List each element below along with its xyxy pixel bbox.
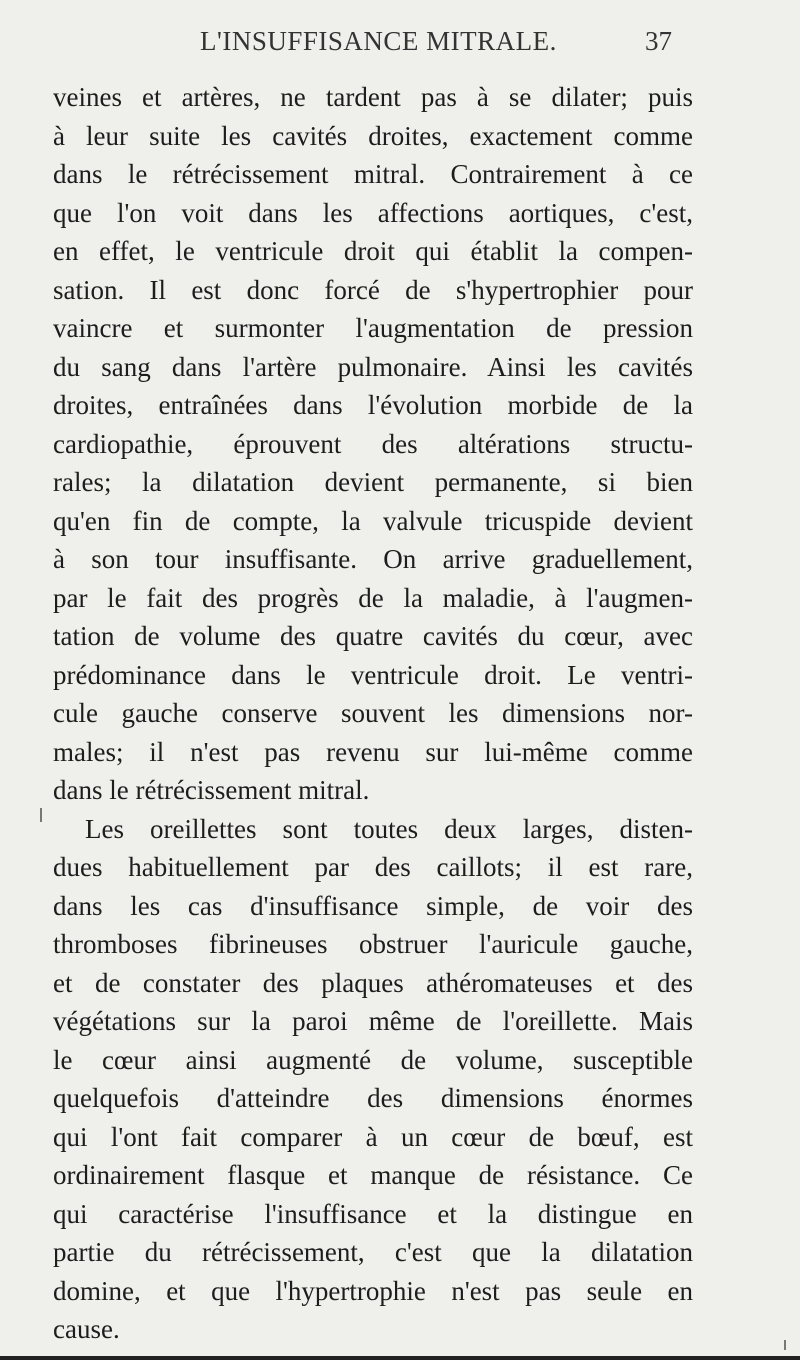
text-line: dues habituellement par des caillots; il est rare,: [53, 852, 693, 882]
text-line: ordinairement flasque et manque de résistance. Ce: [53, 1160, 693, 1190]
text-line: dans le rétrécissement mitral.: [53, 775, 370, 805]
text-line: à leur suite les cavités droites, exactement comme: [53, 120, 693, 151]
text-line: vaincre et surmonter l'augmentation de pression: [53, 313, 693, 343]
text-line: cule gauche conserve souvent les dimensions nor-: [53, 698, 693, 728]
text-line: rales; la dilatation devient permanente, si bien: [53, 467, 693, 497]
text-line: à son tour insuffisante. On arrive graduellement,: [53, 544, 693, 574]
margin-mark: [784, 1340, 786, 1350]
body-text: [53, 78, 693, 1349]
text-line: que l'on voit dans les affections aortiques, c'est,: [53, 197, 693, 228]
text-line: qu'en fin de compte, la valvule tricuspide devient: [53, 505, 693, 536]
margin-mark: [40, 808, 42, 822]
bottom-edge: [0, 1356, 800, 1360]
text-line: domine, et que l'hypertrophie n'est pas seule en: [53, 1275, 693, 1306]
text-line: tation de volume des quatre cavités du cœur, avec: [53, 621, 693, 651]
text-line: le cœur ainsi augmenté de volume, susceptible: [53, 1044, 693, 1075]
text-line: cause.: [53, 1314, 120, 1344]
text-line: et de constater des plaques athéromateuses et des: [53, 967, 693, 998]
text-line: males; il n'est pas revenu sur lui-même comme: [53, 736, 693, 767]
text-line: veines et artères, ne tardent pas à se dilater; puis: [53, 82, 693, 112]
running-title: L'INSUFFISANCE MITRALE.: [200, 26, 557, 56]
text-line: partie du rétrécissement, c'est que la dilatation: [53, 1237, 693, 1267]
text-line: quelquefois d'atteindre des dimensions énormes: [53, 1083, 693, 1113]
text-line: en effet, le ventricule droit qui établit la compen-: [53, 236, 693, 266]
text-line: droites, entraînées dans l'évolution morbide de la: [53, 390, 693, 420]
text-line: par le fait des progrès de la maladie, à l'augmen-: [53, 582, 693, 613]
text-line: dans les cas d'insuffisance simple, de voir des: [53, 890, 693, 921]
text-line: dans le rétrécissement mitral. Contrairement à ce: [53, 159, 693, 189]
text-line: qui l'ont fait comparer à un cœur de bœuf, est: [53, 1121, 693, 1152]
text-line: végétations sur la paroi même de l'oreillette. Mais: [53, 1006, 693, 1036]
text-line: qui caractérise l'insuffisance et la distingue en: [53, 1198, 693, 1229]
text-line: Les oreillettes sont toutes deux larges, disten-: [85, 813, 693, 844]
text-line: du sang dans l'artère pulmonaire. Ainsi les cavités: [53, 351, 693, 382]
text-line: cardiopathie, éprouvent des altérations structu-: [53, 428, 693, 459]
text-line: thromboses fibrineuses obstruer l'auricule gauche,: [53, 929, 693, 959]
text-line: sation. Il est donc forcé de s'hypertrophier pour: [53, 274, 693, 305]
text-line: prédominance dans le ventricule droit. Le ventri-: [53, 659, 693, 690]
page-number: 37: [645, 26, 672, 56]
